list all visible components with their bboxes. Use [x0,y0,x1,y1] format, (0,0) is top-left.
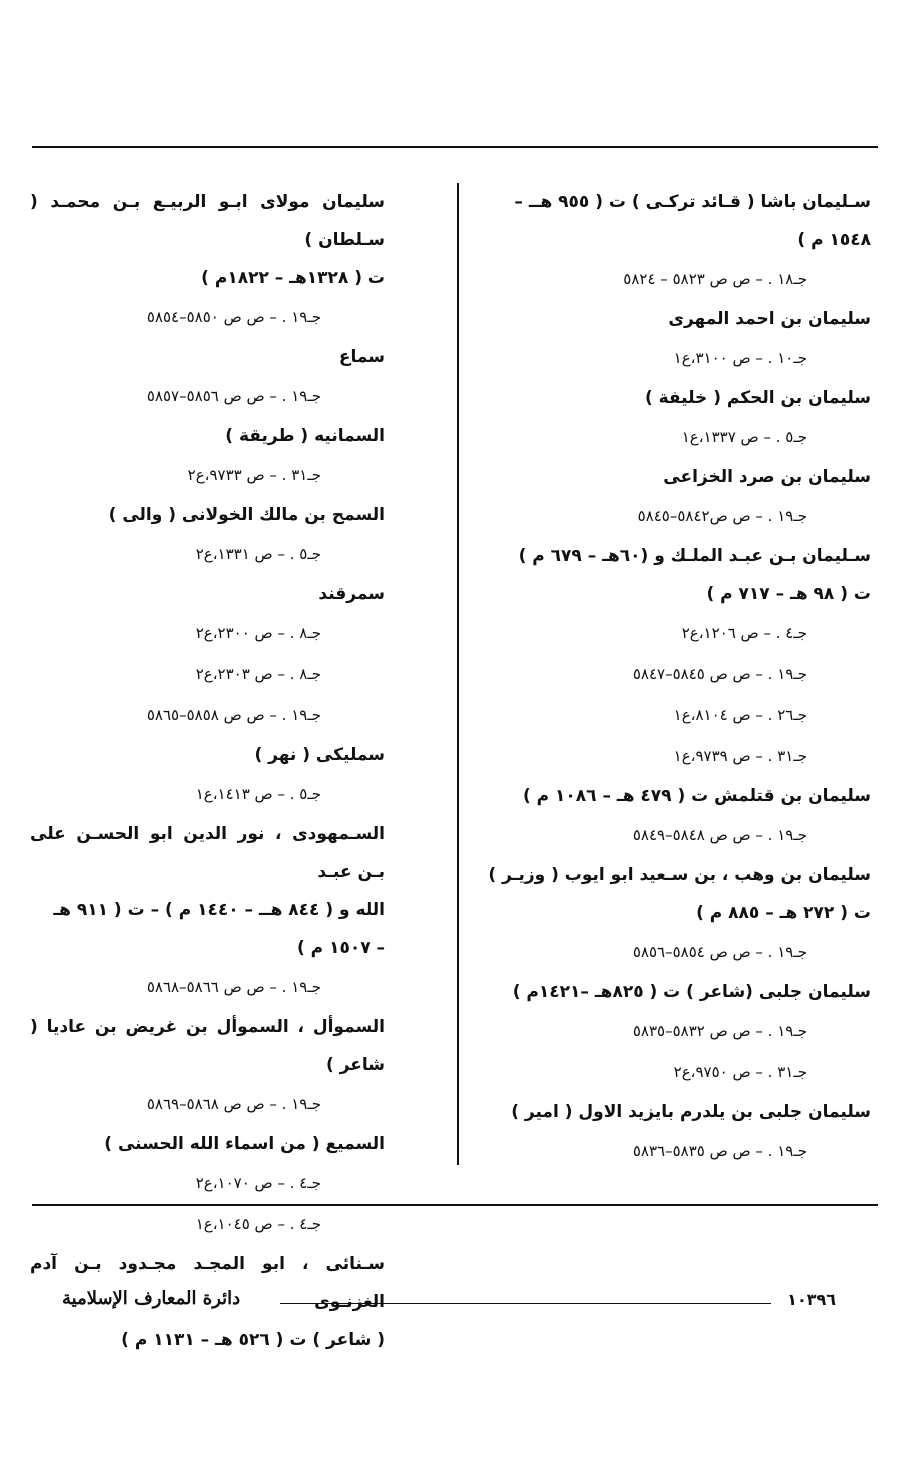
entry-title-line: سليمان جلبى بن يلدرم بايزيد الاول ( امير ) [511,1102,871,1122]
entry-reference: جـ١٩ . – ص ص ٥٨٥٤–٥٨٥٦ [632,943,807,961]
entry-title-line: سليمان بن قتلمش ت ( ٤٧٩ هـ – ١٠٨٦ م ) [522,786,871,806]
entry-title-line: ( شاعر ) ت ( ٥٢٦ هـ – ١١٣١ م ) [121,1330,385,1350]
entry-title-line: ت ( ٢٧٢ هـ – ٨٨٥ م ) [696,903,871,923]
entry-title-line: سليمان جلبى (شاعر ) ت ( ٨٢٥هـ –١٤٢١م ) [512,982,871,1002]
journal-title: دائرة المعارف الإسلامية [62,1288,241,1309]
entry-title [476,973,871,1011]
entry-reference: جـ٣١ . – ص ٩٧٣٣،ع٢ [187,466,321,484]
entry-reference: جـ١٠ . – ص ٣١٠٠،ع١ [673,349,807,367]
index-entry [30,815,385,1008]
bottom-rule [32,1204,878,1206]
index-entry [30,496,385,575]
entry-reference: جـ١٩ . – ص ص ٥٨٤٨–٥٨٤٩ [632,826,807,844]
entry-reference: جـ١٩ . – ص ص ٥٨٦٨–٥٨٦٩ [146,1095,321,1113]
entry-reference: جـ٥ . – ص ١٤١٣،ع١ [195,785,321,803]
entry-title [30,338,385,376]
index-entry [30,183,385,338]
entry-title [476,856,871,932]
index-entry [30,1008,385,1125]
entry-title-line: سليمان مولاى ابـو الربيـع بـن محمـد ( سـلطان ) [30,192,385,250]
index-entry [476,1093,871,1172]
entry-title-line: ت ( ٩٨ هـ – ٧١٧ م ) [706,584,871,604]
entry-title-line: سليمان بن صرد الخزاعى [663,467,871,487]
entry-title-line: – ١٥٠٧ م ) [296,938,385,958]
entry-reference: جـ٣١ . – ص ٩٧٣٩،ع١ [673,747,807,765]
page-footer [0,1284,921,1324]
entry-title [30,1125,385,1163]
entry-reference: جـ١٩ . – ص ص ٥٨٥٨–٥٨٦٥ [146,706,321,724]
entry-title [476,458,871,496]
entry-reference: جـ٢٦ . – ص ٨١٠٤،ع١ [673,706,807,724]
entry-title [30,1008,385,1084]
entry-title-line: السميع ( من اسماء الله الحسنى ) [104,1134,385,1154]
index-entry [476,300,871,379]
index-entry [476,183,871,300]
right-column [476,183,871,1172]
index-entry [476,379,871,458]
entry-reference: جـ٤ . – ص ١٠٤٥،ع١ [195,1215,321,1233]
entry-title [30,496,385,534]
entry-title-line: ١٥٤٨ م ) [797,230,871,250]
entry-reference: جـ٣١ . – ص ٩٧٥٠،ع٢ [673,1063,807,1081]
page-number: ١٠٣٩٦ [787,1290,836,1309]
index-entry [476,777,871,856]
entry-reference: جـ٨ . – ص ٢٣٠٠،ع٢ [195,624,321,642]
entry-reference: جـ١٩ . – ص ص ٥٨٥٠–٥٨٥٤ [146,308,321,326]
entry-reference: جـ١٩ . – ص ص ٥٨٣٢–٥٨٣٥ [632,1022,807,1040]
entry-title [476,1093,871,1131]
entry-title-line: سمرقند [318,584,385,604]
index-entry [476,856,871,973]
entry-reference: جـ٥ . – ص ١٣٣٧،ع١ [681,428,807,446]
entry-reference: جـ١٩ . – ص ص ٥٨٣٥–٥٨٣٦ [632,1142,807,1160]
entry-title-line: الله و ( ٨٤٤ هــ – ١٤٤٠ م ) – ت ( ٩١١ هـ [53,900,385,920]
entry-title [476,537,871,613]
entry-title-line: السمانيه ( طريقة ) [225,426,385,446]
entry-reference: جـ١٩ . – ص ص ٥٨٦٦–٥٨٦٨ [146,978,321,996]
entry-reference: جـ٥ . – ص ١٣٣١،ع٢ [195,545,321,563]
entry-title-line: السموأل ، السموأل بن غريض بن عاديا ( شاعر ) [30,1017,385,1075]
index-entry [30,575,385,736]
entry-reference: جـ١٨ . – ص ص ٥٨٢٣ – ٥٨٢٤ [623,270,807,288]
entry-title [30,575,385,613]
entry-title [30,417,385,455]
entry-title-line: سـنائى ، ابو المجـد مجـدود بـن آدم الغزنـوى [30,1254,385,1312]
entry-title [30,736,385,774]
entry-title [30,183,385,297]
index-entry [30,338,385,417]
entry-reference: جـ١٩ . – ص ص ٥٨٤٥–٥٨٤٧ [632,665,807,683]
index-entry [30,736,385,815]
footer-rule [280,1303,771,1304]
entry-title-line: ت ( ١٣٢٨هـ – ١٨٢٢م ) [201,268,385,288]
index-entry [476,973,871,1093]
entry-title-line: سـليمان باشا ( قـائد تركـى ) ت ( ٩٥٥ هــ – [514,192,871,212]
entry-title [30,815,385,967]
index-entry [476,537,871,777]
entry-title-line: سليمان بن وهب ، بن سـعيد ابو ايوب ( وزيـر ) [488,865,871,885]
entry-title [476,183,871,259]
entry-reference: جـ٤ . – ص ١٢٠٦،ع٢ [681,624,807,642]
entry-title-line: سليمان بن الحكم ( خليفة ) [644,388,871,408]
entry-reference: جـ١٩ . – ص ص٥٨٤٢–٥٨٤٥ [637,507,807,525]
entry-title-line: سمليكى ( نهر ) [254,745,385,765]
entry-title-line: سـليمان بـن عبـد الملـك و (٦٠هـ – ٦٧٩ م ) [518,546,871,566]
left-column [30,183,385,1359]
entry-title [476,300,871,338]
index-entry [30,417,385,496]
entry-title-line: السـمهودى ، نور الدين ابو الحسـن على بـن عبـد [30,824,385,882]
entry-title-line: سليمان بن احمد المهرى [668,309,871,329]
entry-reference: جـ١٩ . – ص ص ٥٨٥٦–٥٨٥٧ [146,387,321,405]
entry-title-line: سماع [338,347,385,367]
index-entry [30,1125,385,1245]
index-entry [476,458,871,537]
entry-title-line: السمح بن مالك الخولانى ( والى ) [108,505,385,525]
entry-reference: جـ٤ . – ص ١٠٧٠،ع٢ [195,1174,321,1192]
top-rule [32,146,878,148]
entry-title [476,379,871,417]
entry-title [476,777,871,815]
column-divider [457,183,459,1165]
entry-reference: جـ٨ . – ص ٢٣٠٣،ع٢ [195,665,321,683]
